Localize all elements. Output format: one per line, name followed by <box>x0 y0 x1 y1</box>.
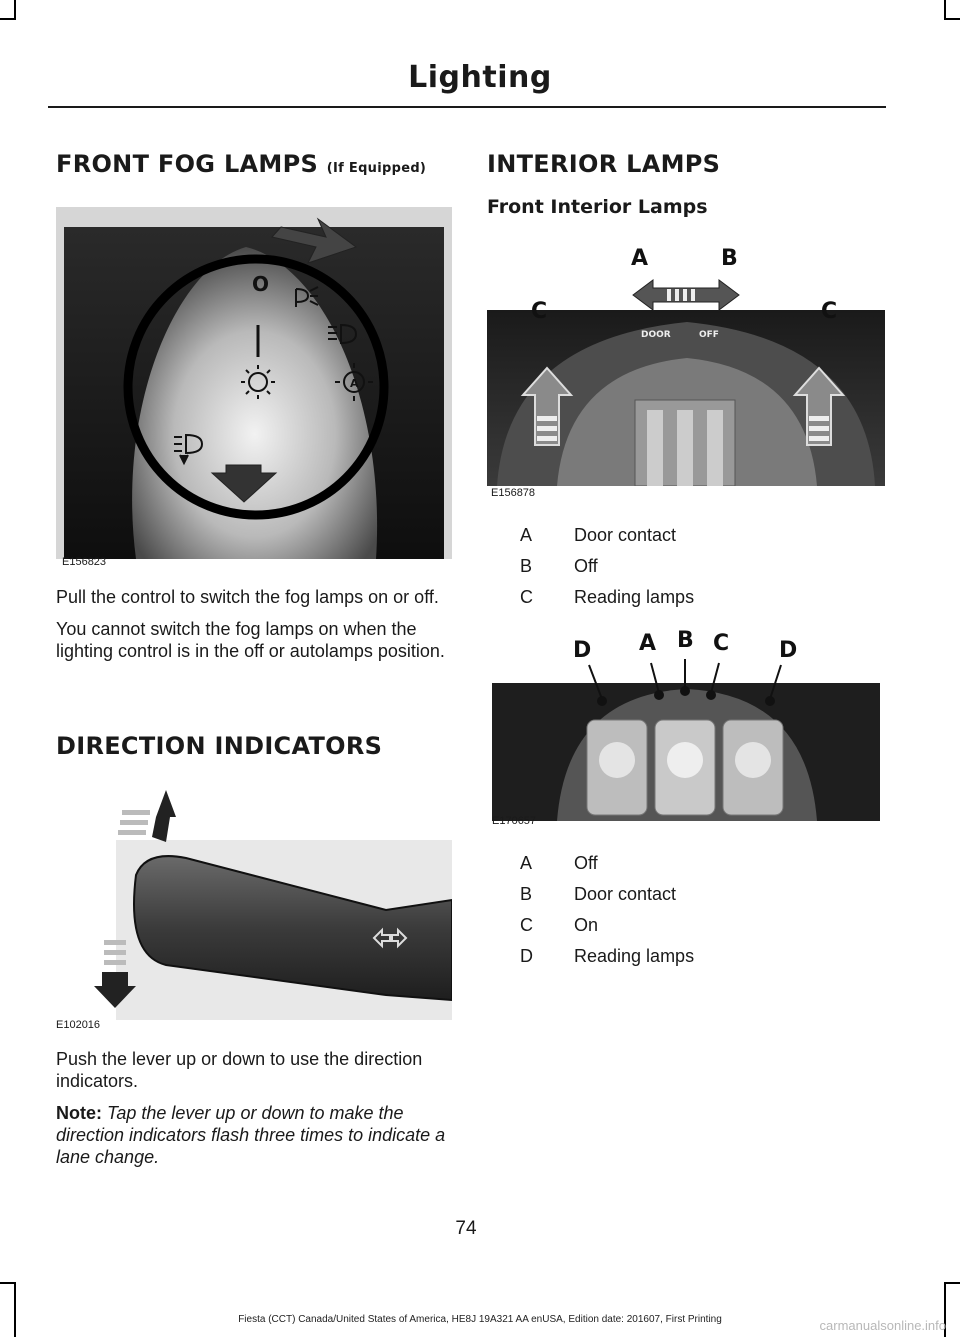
fig2-label-a: A <box>639 631 657 656</box>
crop-mark-top-left-h <box>0 18 16 20</box>
legend2-key: B <box>520 884 533 904</box>
interior-subheading: Front Interior Lamps <box>487 196 708 218</box>
crop-mark-bottom-left-h <box>0 1282 16 1284</box>
crop-mark-bottom-left-v <box>14 1282 16 1337</box>
interior-heading: INTERIOR LAMPS <box>487 150 721 178</box>
legend2-value: On <box>574 915 599 935</box>
note-text: Tap the lever up or down to make the direction indicators flash three times to indicate a lane change. <box>56 1103 446 1167</box>
fog-para-1: Pull the control to switch the fog lamps on or off. <box>56 587 439 607</box>
fig2-label-d-left: D <box>573 638 592 663</box>
legend2-value: Off <box>574 853 598 873</box>
fog-figure-code: E156823 <box>62 556 107 568</box>
page-number: 74 <box>455 1218 477 1239</box>
legend2-value: Reading lamps <box>574 946 695 966</box>
legend2-value: Door contact <box>574 884 677 904</box>
footer-text: Fiesta (CCT) Canada/United States of America, HE8J 19A321 AA enUSA, Edition date: 201607, First Printing <box>238 1314 722 1325</box>
header-rule <box>48 106 886 108</box>
fig2-label-b: B <box>677 628 694 653</box>
interior-figure-1-code: E156878 <box>491 487 536 499</box>
crop-mark-top-right-v <box>944 0 946 20</box>
legend1-value: Reading lamps <box>574 587 695 607</box>
fig2-label-c: C <box>713 631 730 656</box>
interior-figure-2-code: E170657 <box>492 815 537 827</box>
interior-figure-2 <box>487 625 885 821</box>
legend1-key: B <box>520 556 533 576</box>
overhead-lamp-illustration <box>487 625 885 821</box>
fog-heading-suffix: (If Equipped) <box>326 161 427 176</box>
front-interior-lamp-illustration <box>487 240 885 486</box>
switch-door-label: DOOR <box>641 330 671 340</box>
direction-figure <box>56 780 452 1030</box>
legend1-key: A <box>520 525 533 545</box>
fig1-label-c-right: C <box>821 299 838 324</box>
dial-off-label: O <box>252 272 270 296</box>
switch-off-label: OFF <box>699 330 719 340</box>
crop-mark-top-left-v <box>14 0 16 20</box>
direction-para-1: Push the lever up or down to use the direction indicators. <box>56 1049 423 1091</box>
fig1-label-c-left: C <box>531 299 548 324</box>
direction-figure-code: E102016 <box>56 1019 101 1031</box>
up-arrow-icon <box>118 790 176 842</box>
fog-heading <box>56 150 448 178</box>
crop-mark-top-right-h <box>944 18 960 20</box>
auto-lamp-letter: A <box>350 377 359 390</box>
fog-heading-text: FRONT FOG LAMPS <box>56 150 319 178</box>
fog-lamp-control-illustration <box>56 207 452 559</box>
legend2-key: D <box>520 946 533 966</box>
legend1-value: Off <box>574 556 598 576</box>
legend1-value: Door contact <box>574 525 677 545</box>
watermark: carmanualsonline.info <box>819 1318 946 1333</box>
crop-mark-bottom-right-h <box>944 1282 960 1284</box>
fog-paragraphs <box>56 586 448 662</box>
fog-lamp-figure <box>56 207 452 559</box>
direction-heading: DIRECTION INDICATORS <box>56 732 383 760</box>
slide-switch-arrow-icon <box>633 280 739 310</box>
fig1-label-b: B <box>721 246 738 271</box>
fog-para-2: You cannot switch the fog lamps on when the lighting control is in the off or autolamps position. <box>56 619 445 661</box>
legend2-key: C <box>520 915 533 935</box>
fig1-label-a: A <box>631 246 649 271</box>
fig2-label-d-right: D <box>779 638 798 663</box>
direction-note <box>56 1102 448 1168</box>
legend2-key: A <box>520 853 533 873</box>
interior-figure-1 <box>487 240 885 486</box>
note-label: Note: <box>56 1103 102 1123</box>
page-header-title: Lighting <box>408 60 552 95</box>
legend1-key: C <box>520 587 533 607</box>
indicator-lever-illustration <box>56 780 452 1030</box>
